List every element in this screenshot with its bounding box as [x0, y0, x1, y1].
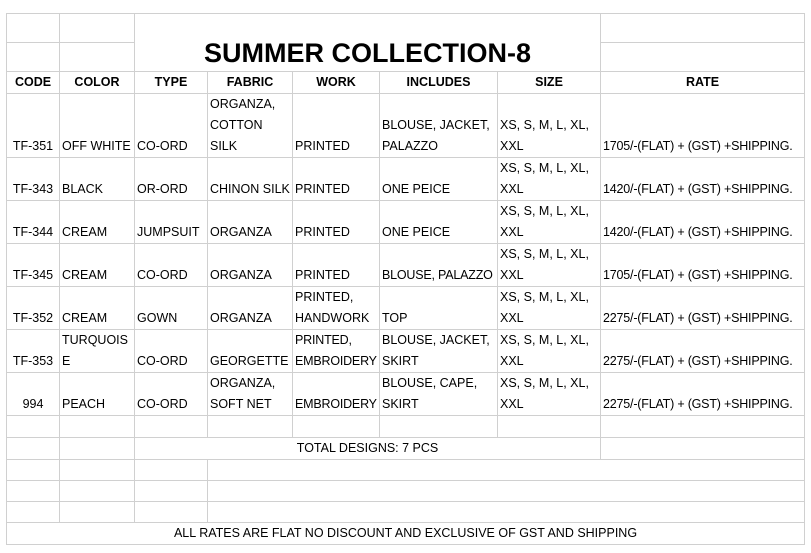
cell-includes[interactable]: BLOUSE, PALAZZO	[380, 244, 498, 287]
cell[interactable]	[60, 481, 135, 502]
cell-color[interactable]: CREAM	[60, 244, 135, 287]
cell-size[interactable]: XS, S, M, L, XL, XXL	[498, 330, 601, 373]
cell[interactable]	[498, 416, 601, 438]
cell-rate[interactable]: 1705/-(FLAT) + (GST) +SHIPPING.	[601, 94, 805, 158]
cell[interactable]	[60, 43, 135, 72]
cell[interactable]	[601, 416, 805, 438]
spreadsheet	[6, 13, 804, 545]
cell-color[interactable]: CREAM	[60, 201, 135, 244]
cell[interactable]	[135, 460, 208, 481]
cell-fabric[interactable]: ORGANZA	[208, 244, 293, 287]
cell-size[interactable]: XS, S, M, L, XL, XXL	[498, 94, 601, 158]
cell[interactable]	[208, 481, 805, 502]
cell-color[interactable]: OFF WHITE	[60, 94, 135, 158]
page-title: SUMMER COLLECTION-8	[135, 14, 601, 72]
cell[interactable]	[60, 502, 135, 523]
cell[interactable]	[60, 460, 135, 481]
header-includes: INCLUDES	[380, 72, 498, 94]
cell-work[interactable]: PRINTED	[293, 94, 380, 158]
table-row	[7, 287, 805, 330]
collection-table	[6, 13, 805, 545]
header-work: WORK	[293, 72, 380, 94]
cell-rate[interactable]: 1705/-(FLAT) + (GST) +SHIPPING.	[601, 244, 805, 287]
cell-code[interactable]: 994	[7, 373, 60, 416]
table-row	[7, 244, 805, 287]
cell-fabric[interactable]: GEORGETTE	[208, 330, 293, 373]
cell[interactable]	[7, 481, 60, 502]
header-code: CODE	[7, 72, 60, 94]
header-rate: RATE	[601, 72, 805, 94]
cell[interactable]	[601, 43, 805, 72]
cell-color[interactable]: BLACK	[60, 158, 135, 201]
title-row-1	[7, 14, 805, 43]
empty-row	[7, 460, 805, 481]
cell-fabric[interactable]: CHINON SILK	[208, 158, 293, 201]
cell-code[interactable]: TF-353	[7, 330, 60, 373]
cell-code[interactable]: TF-351	[7, 94, 60, 158]
cell-type[interactable]: OR-ORD	[135, 158, 208, 201]
table-row	[7, 330, 805, 373]
cell[interactable]	[208, 416, 293, 438]
header-row	[7, 72, 805, 94]
cell-type[interactable]: CO-ORD	[135, 244, 208, 287]
cell[interactable]	[7, 43, 60, 72]
table-row	[7, 94, 805, 158]
empty-row	[7, 502, 805, 523]
cell[interactable]	[135, 481, 208, 502]
cell-work[interactable]: PRINTED, HANDWORK	[293, 287, 380, 330]
cell-rate[interactable]: 2275/-(FLAT) + (GST) +SHIPPING.	[601, 373, 805, 416]
cell-includes[interactable]: BLOUSE, JACKET, PALAZZO	[380, 94, 498, 158]
cell[interactable]	[7, 460, 60, 481]
cell[interactable]	[293, 416, 380, 438]
cell-color[interactable]: CREAM	[60, 287, 135, 330]
cell-size[interactable]: XS, S, M, L, XL, XXL	[498, 287, 601, 330]
cell-rate[interactable]: 2275/-(FLAT) + (GST) +SHIPPING.	[601, 330, 805, 373]
cell-type[interactable]: CO-ORD	[135, 330, 208, 373]
header-fabric: FABRIC	[208, 72, 293, 94]
cell[interactable]	[60, 438, 135, 460]
cell-code[interactable]: TF-343	[7, 158, 60, 201]
cell-code[interactable]: TF-345	[7, 244, 60, 287]
cell-work[interactable]: EMBROIDERY	[293, 373, 380, 416]
header-size: SIZE	[498, 72, 601, 94]
cell[interactable]	[60, 416, 135, 438]
cell-type[interactable]: JUMPSUIT	[135, 201, 208, 244]
cell-work[interactable]: PRINTED	[293, 244, 380, 287]
cell-includes[interactable]: BLOUSE, JACKET, SKIRT	[380, 330, 498, 373]
cell[interactable]	[135, 416, 208, 438]
cell[interactable]	[135, 502, 208, 523]
cell-size[interactable]: XS, S, M, L, XL, XXL	[498, 244, 601, 287]
cell-color[interactable]: PEACH	[60, 373, 135, 416]
cell-fabric[interactable]: ORGANZA, COTTON SILK	[208, 94, 293, 158]
cell-type[interactable]: GOWN	[135, 287, 208, 330]
cell-includes[interactable]: ONE PEICE	[380, 201, 498, 244]
cell[interactable]	[60, 14, 135, 43]
cell-fabric[interactable]: ORGANZA, SOFT NET	[208, 373, 293, 416]
cell-size[interactable]: XS, S, M, L, XL, XXL	[498, 373, 601, 416]
cell[interactable]	[7, 416, 60, 438]
cell-fabric[interactable]: ORGANZA	[208, 201, 293, 244]
total-designs: TOTAL DESIGNS: 7 PCS	[135, 438, 601, 460]
header-type: TYPE	[135, 72, 208, 94]
cell-includes[interactable]: BLOUSE, CAPE, SKIRT	[380, 373, 498, 416]
table-row	[7, 373, 805, 416]
footer-note: ALL RATES ARE FLAT NO DISCOUNT AND EXCLUSIVE OF GST AND SHIPPING	[7, 523, 805, 545]
empty-row	[7, 481, 805, 502]
cell[interactable]	[208, 460, 805, 481]
cell[interactable]	[208, 502, 805, 523]
cell-includes[interactable]: ONE PEICE	[380, 158, 498, 201]
cell-code[interactable]: TF-344	[7, 201, 60, 244]
cell-rate[interactable]: 2275/-(FLAT) + (GST) +SHIPPING.	[601, 287, 805, 330]
cell[interactable]	[601, 438, 805, 460]
total-row	[7, 438, 805, 460]
cell-type[interactable]: CO-ORD	[135, 94, 208, 158]
table-row	[7, 158, 805, 201]
cell-work[interactable]: PRINTED, EMBROIDERY	[293, 330, 380, 373]
cell-fabric[interactable]: ORGANZA	[208, 287, 293, 330]
empty-row	[7, 416, 805, 438]
cell[interactable]	[7, 14, 60, 43]
cell-size[interactable]: XS, S, M, L, XL, XXL	[498, 201, 601, 244]
cell-work[interactable]: PRINTED	[293, 201, 380, 244]
header-color: COLOR	[60, 72, 135, 94]
cell-rate[interactable]: 1420/-(FLAT) + (GST) +SHIPPING.	[601, 158, 805, 201]
cell-includes[interactable]: TOP	[380, 287, 498, 330]
cell-size[interactable]: XS, S, M, L, XL, XXL	[498, 158, 601, 201]
footer-row	[7, 523, 805, 545]
cell-color[interactable]: TURQUOIS E	[60, 330, 135, 373]
cell[interactable]	[380, 416, 498, 438]
cell-work[interactable]: PRINTED	[293, 158, 380, 201]
table-row	[7, 201, 805, 244]
cell[interactable]	[601, 14, 805, 43]
cell[interactable]	[7, 502, 60, 523]
cell-rate[interactable]: 1420/-(FLAT) + (GST) +SHIPPING.	[601, 201, 805, 244]
cell-type[interactable]: CO-ORD	[135, 373, 208, 416]
cell[interactable]	[7, 438, 60, 460]
cell-code[interactable]: TF-352	[7, 287, 60, 330]
